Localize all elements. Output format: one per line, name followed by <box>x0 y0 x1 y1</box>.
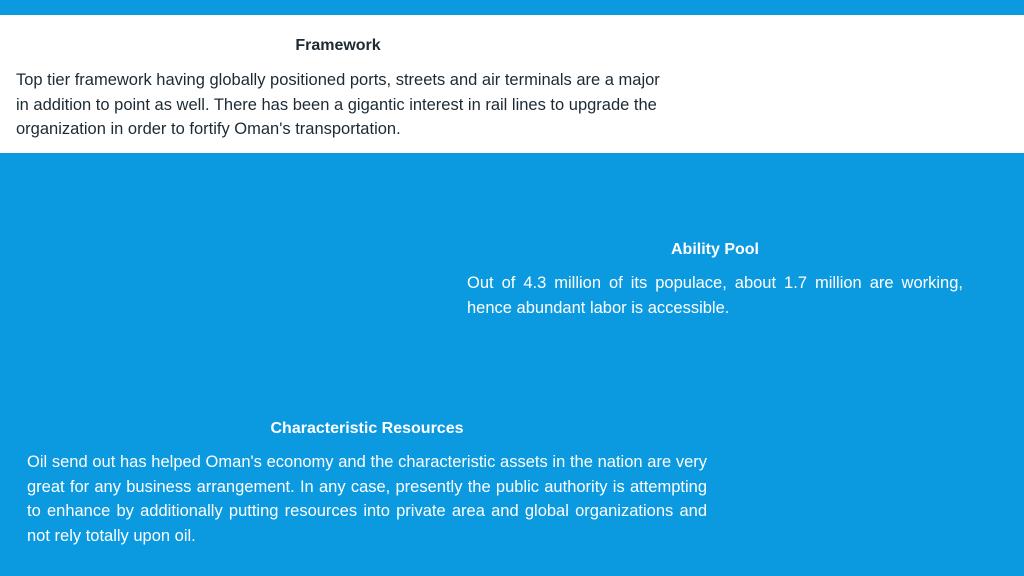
framework-heading: Framework <box>295 37 381 54</box>
characteristic-resources-heading: Characteristic Resources <box>270 420 464 437</box>
framework-section <box>16 36 660 142</box>
framework-body: Top tier framework having globally positioned ports, streets and air terminals are a major in addition to point as well. There has been a gigantic interest in rail lines to upgrade the organization in order to fortify Oman's transportation. <box>16 71 660 139</box>
ability-pool-heading: Ability Pool <box>671 241 759 258</box>
ability-pool-section <box>467 240 963 320</box>
characteristic-resources-body: Oil send out has helped Oman's economy and the characteristic assets in the nation are very great for any business arrangement. In any case, presently the public authority is attempting to enhance by additionally putting resources into private area and global organizations and not rely totally upon oil. <box>27 453 707 546</box>
characteristic-resources-section <box>27 419 707 549</box>
ability-pool-body: Out of 4.3 million of its populace, about 1.7 million are working, hence abundant labor is accessible. <box>467 274 963 317</box>
